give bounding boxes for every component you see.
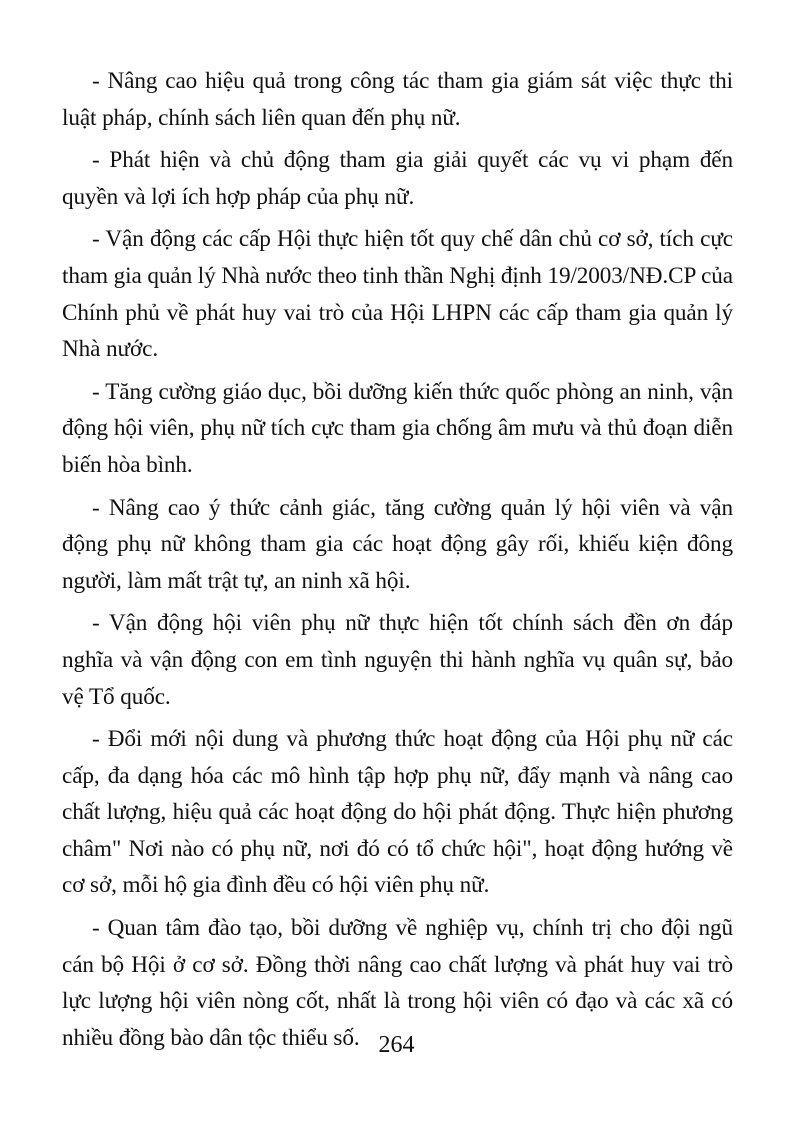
paragraph-2: - Phát hiện và chủ động tham gia giải quyết các vụ vi phạm đến quyền và lợi ích hợp pháp của phụ nữ. [62,147,733,210]
paragraph-7: - Đổi mới nội dung và phương thức hoạt động của Hội phụ nữ các cấp, đa dạng hóa các mô hình tập hợp phụ nữ, đẩy mạnh và nâng cao chất lượng, hiệu quả các hoạt động do hội phát động. Thực hiện phương châm" Nơi nào có phụ nữ, nơi đó có tổ chức hội", hoạt động hướng về cơ sở, mỗi hộ gia đình đều có hội viên phụ nữ. [62,726,733,899]
page-number: 264 [378,1032,415,1058]
paragraph-3: - Vận động các cấp Hội thực hiện tốt quy chế dân chủ cơ sở, tích cực tham gia quản lý Nhà nước theo tinh thần Nghị định 19/2003/NĐ.CP của Chính phủ về phát huy vai trò của Hội LHPN các cấp tham gia quản lý Nhà nước. [62,226,733,363]
paragraph-1: - Nâng cao hiệu quả trong công tác tham gia giám sát việc thực thi luật pháp, chính sách liên quan đến phụ nữ. [62,68,733,131]
paragraph-8: - Quan tâm đào tạo, bồi dưỡng về nghiệp vụ, chính trị cho đội ngũ cán bộ Hội ở cơ sở. Đồng thời nâng cao chất lượng và phát huy vai trò lực lượng hội viên nòng cốt, nhất là trong hội viên có đạo và các xã có nhiều đồng bào dân tộc thiểu số. [62,915,733,1051]
paragraph-6: - Vận động hội viên phụ nữ thực hiện tốt chính sách đền ơn đáp nghĩa và vận động con em tình nguyện thi hành nghĩa vụ quân sự, bảo vệ Tổ quốc. [62,610,733,710]
body-text [62,63,733,1062]
paragraph-5: - Nâng cao ý thức cảnh giác, tăng cường quản lý hội viên và vận động phụ nữ không tham gia các hoạt động gây rối, khiếu kiện đông người, làm mất trật tự, an ninh xã hội. [62,494,733,594]
paragraph-4: - Tăng cường giáo dục, bồi dưỡng kiến thức quốc phòng an ninh, vận động hội viên, phụ nữ tích cực tham gia chống âm mưu và thủ đoạn diễn biến hòa bình. [62,378,733,478]
